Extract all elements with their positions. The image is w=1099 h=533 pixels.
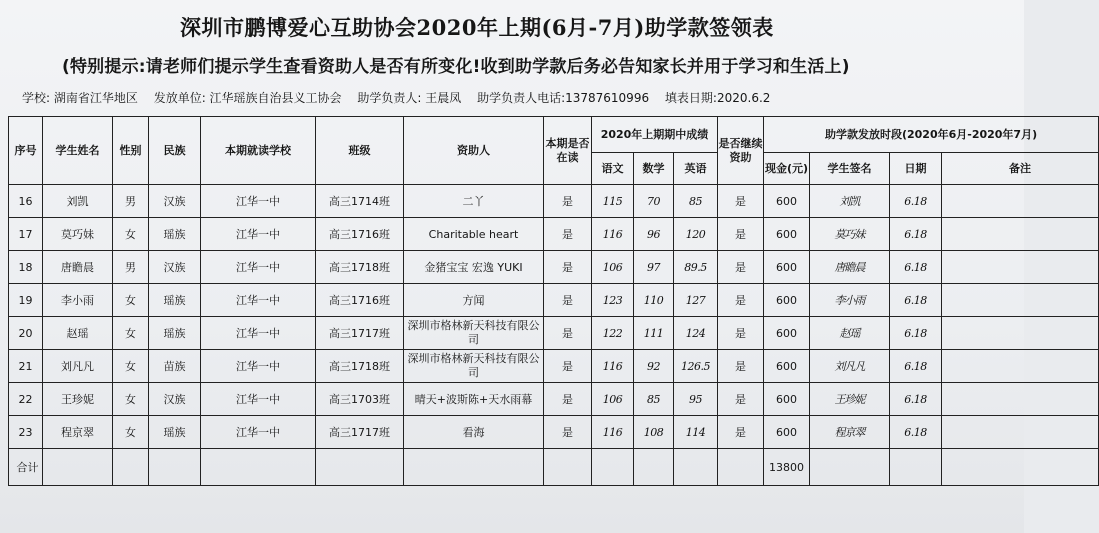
- cell-sponsor: Charitable heart: [404, 218, 544, 251]
- total-empty: [404, 449, 544, 486]
- cell-remarks: [942, 218, 1099, 251]
- cell-signature: 刘凯: [810, 185, 890, 218]
- cell-gender: 男: [113, 251, 149, 284]
- total-empty: [149, 449, 201, 486]
- cell-continue: 是: [718, 185, 764, 218]
- table-row: [9, 416, 1099, 449]
- meta-school: 学校: 湖南省江华地区: [22, 91, 138, 105]
- cell-signature: 莫巧妹: [810, 218, 890, 251]
- cell-remarks: [942, 350, 1099, 383]
- cell-no: 23: [9, 416, 43, 449]
- total-empty: [316, 449, 404, 486]
- table-row: [9, 350, 1099, 383]
- table-row: [9, 218, 1099, 251]
- cell-class: 高三1716班: [316, 284, 404, 317]
- cell-enrolled: 是: [544, 185, 592, 218]
- cell-name: 莫巧妹: [43, 218, 113, 251]
- cell-enrolled: 是: [544, 284, 592, 317]
- document-meta: [22, 89, 1012, 106]
- header-name: 学生姓名: [43, 117, 113, 185]
- cell-amount: 600: [764, 185, 810, 218]
- cell-enrolled: 是: [544, 218, 592, 251]
- meta-phone: 助学负责人电话:13787610996: [477, 91, 650, 105]
- cell-name: 唐瞻晨: [43, 251, 113, 284]
- cell-remarks: [942, 317, 1099, 350]
- cell-math-score: 110: [634, 284, 674, 317]
- cell-class: 高三1718班: [316, 350, 404, 383]
- cell-school: 江华一中: [201, 350, 316, 383]
- cell-school: 江华一中: [201, 383, 316, 416]
- table-row: [9, 383, 1099, 416]
- cell-english-score: 85: [674, 185, 718, 218]
- cell-name: 刘凡凡: [43, 350, 113, 383]
- cell-signature: 程京翠: [810, 416, 890, 449]
- cell-math-score: 97: [634, 251, 674, 284]
- cell-no: 17: [9, 218, 43, 251]
- meta-manager: 助学负责人: 王晨凤: [357, 91, 462, 105]
- cell-math-score: 92: [634, 350, 674, 383]
- cell-gender: 女: [113, 218, 149, 251]
- cell-sponsor: 深圳市格林新天科技有限公司: [404, 350, 544, 383]
- cell-no: 19: [9, 284, 43, 317]
- cell-english-score: 124: [674, 317, 718, 350]
- cell-math-score: 111: [634, 317, 674, 350]
- cell-chinese-score: 115: [592, 185, 634, 218]
- cell-date: 6.18: [890, 284, 942, 317]
- cell-gender: 女: [113, 416, 149, 449]
- cell-ethnicity: 汉族: [149, 383, 201, 416]
- cell-continue: 是: [718, 383, 764, 416]
- header-amount: 现金(元): [764, 153, 810, 185]
- total-empty: [113, 449, 149, 486]
- cell-chinese-score: 123: [592, 284, 634, 317]
- total-row: [9, 449, 1099, 486]
- cell-sponsor: 看海: [404, 416, 544, 449]
- header-date: 日期: [890, 153, 942, 185]
- cell-amount: 600: [764, 317, 810, 350]
- cell-signature: 唐瞻晨: [810, 251, 890, 284]
- cell-ethnicity: 瑶族: [149, 218, 201, 251]
- cell-gender: 女: [113, 350, 149, 383]
- document-notice: (特别提示:请老师们提示学生查看资助人是否有所变化!收到助学款后务必告知家长并用于学习和生活上): [62, 57, 850, 77]
- cell-class: 高三1717班: [316, 416, 404, 449]
- cell-sponsor: 金猪宝宝 宏逸 YUKI: [404, 251, 544, 284]
- cell-enrolled: 是: [544, 350, 592, 383]
- header-school: 本期就读学校: [201, 117, 316, 185]
- cell-english-score: 126.5: [674, 350, 718, 383]
- cell-school: 江华一中: [201, 251, 316, 284]
- cell-school: 江华一中: [201, 218, 316, 251]
- header-enrolled: 本期是否在读: [544, 117, 592, 185]
- cell-school: 江华一中: [201, 284, 316, 317]
- cell-date: 6.18: [890, 218, 942, 251]
- cell-continue: 是: [718, 350, 764, 383]
- cell-no: 20: [9, 317, 43, 350]
- total-empty: [718, 449, 764, 486]
- cell-continue: 是: [718, 251, 764, 284]
- cell-name: 刘凯: [43, 185, 113, 218]
- cell-remarks: [942, 416, 1099, 449]
- total-empty: [592, 449, 634, 486]
- cell-chinese-score: 116: [592, 416, 634, 449]
- cell-enrolled: 是: [544, 317, 592, 350]
- total-empty: [43, 449, 113, 486]
- table-row: [9, 284, 1099, 317]
- total-empty: [810, 449, 890, 486]
- cell-date: 6.18: [890, 317, 942, 350]
- cell-remarks: [942, 251, 1099, 284]
- table-row: [9, 317, 1099, 350]
- cell-name: 程京翠: [43, 416, 113, 449]
- cell-chinese-score: 116: [592, 218, 634, 251]
- cell-amount: 600: [764, 251, 810, 284]
- cell-name: 赵瑶: [43, 317, 113, 350]
- cell-school: 江华一中: [201, 317, 316, 350]
- meta-issuer: 发放单位: 江华瑶族自治县义工协会: [153, 91, 342, 105]
- cell-no: 16: [9, 185, 43, 218]
- total-empty: [634, 449, 674, 486]
- cell-school: 江华一中: [201, 416, 316, 449]
- cell-gender: 女: [113, 383, 149, 416]
- header-sponsor: 资助人: [404, 117, 544, 185]
- table-row: [9, 251, 1099, 284]
- cell-math-score: 85: [634, 383, 674, 416]
- cell-math-score: 108: [634, 416, 674, 449]
- cell-ethnicity: 瑶族: [149, 284, 201, 317]
- cell-ethnicity: 瑶族: [149, 317, 201, 350]
- cell-amount: 600: [764, 218, 810, 251]
- cell-chinese-score: 106: [592, 383, 634, 416]
- cell-gender: 女: [113, 317, 149, 350]
- cell-signature: 刘凡凡: [810, 350, 890, 383]
- cell-sponsor: 方闻: [404, 284, 544, 317]
- cell-english-score: 120: [674, 218, 718, 251]
- total-empty: [544, 449, 592, 486]
- cell-school: 江华一中: [201, 185, 316, 218]
- total-label: 合计: [9, 449, 43, 486]
- table-row: [9, 185, 1099, 218]
- aid-sign-table: [8, 116, 1099, 486]
- header-gender: 性别: [113, 117, 149, 185]
- cell-no: 21: [9, 350, 43, 383]
- header-continue: 是否继续资助: [718, 117, 764, 185]
- cell-sponsor: 晴天+波斯陈+天水雨幕: [404, 383, 544, 416]
- cell-continue: 是: [718, 218, 764, 251]
- cell-continue: 是: [718, 416, 764, 449]
- cell-english-score: 114: [674, 416, 718, 449]
- cell-date: 6.18: [890, 251, 942, 284]
- header-chinese: 语文: [592, 153, 634, 185]
- cell-remarks: [942, 284, 1099, 317]
- cell-signature: 赵瑶: [810, 317, 890, 350]
- total-empty: [201, 449, 316, 486]
- cell-amount: 600: [764, 416, 810, 449]
- cell-amount: 600: [764, 383, 810, 416]
- cell-date: 6.18: [890, 416, 942, 449]
- cell-english-score: 127: [674, 284, 718, 317]
- total-empty: [942, 449, 1099, 486]
- cell-chinese-score: 116: [592, 350, 634, 383]
- meta-date: 填表日期:2020.6.2: [664, 91, 771, 105]
- cell-date: 6.18: [890, 185, 942, 218]
- cell-date: 6.18: [890, 350, 942, 383]
- cell-continue: 是: [718, 284, 764, 317]
- cell-signature: 李小雨: [810, 284, 890, 317]
- cell-class: 高三1714班: [316, 185, 404, 218]
- cell-sponsor: 深圳市格林新天科技有限公司: [404, 317, 544, 350]
- cell-class: 高三1716班: [316, 218, 404, 251]
- cell-ethnicity: 汉族: [149, 185, 201, 218]
- cell-chinese-score: 122: [592, 317, 634, 350]
- cell-enrolled: 是: [544, 383, 592, 416]
- total-empty: [674, 449, 718, 486]
- cell-sponsor: 二丫: [404, 185, 544, 218]
- cell-ethnicity: 瑶族: [149, 416, 201, 449]
- cell-name: 王珍妮: [43, 383, 113, 416]
- cell-class: 高三1717班: [316, 317, 404, 350]
- cell-remarks: [942, 383, 1099, 416]
- cell-remarks: [942, 185, 1099, 218]
- header-payment-group: 助学款发放时段(2020年6月-2020年7月): [764, 117, 1099, 153]
- header-no: 序号: [9, 117, 43, 185]
- cell-continue: 是: [718, 317, 764, 350]
- header-signature: 学生签名: [810, 153, 890, 185]
- cell-math-score: 96: [634, 218, 674, 251]
- cell-english-score: 89.5: [674, 251, 718, 284]
- cell-amount: 600: [764, 350, 810, 383]
- cell-enrolled: 是: [544, 251, 592, 284]
- cell-class: 高三1703班: [316, 383, 404, 416]
- cell-chinese-score: 106: [592, 251, 634, 284]
- total-amount: 13800: [764, 449, 810, 486]
- cell-amount: 600: [764, 284, 810, 317]
- table-header-row-1: [9, 117, 1099, 153]
- cell-no: 18: [9, 251, 43, 284]
- cell-signature: 王珍妮: [810, 383, 890, 416]
- cell-class: 高三1718班: [316, 251, 404, 284]
- cell-name: 李小雨: [43, 284, 113, 317]
- cell-no: 22: [9, 383, 43, 416]
- header-remarks: 备注: [942, 153, 1099, 185]
- header-class: 班级: [316, 117, 404, 185]
- document-title: 深圳市鹏博爱心互助协会2020年上期(6月-7月)助学款签领表: [180, 15, 774, 40]
- total-empty: [890, 449, 942, 486]
- header-math: 数学: [634, 153, 674, 185]
- cell-enrolled: 是: [544, 416, 592, 449]
- cell-date: 6.18: [890, 383, 942, 416]
- cell-gender: 女: [113, 284, 149, 317]
- cell-ethnicity: 汉族: [149, 251, 201, 284]
- cell-english-score: 95: [674, 383, 718, 416]
- cell-math-score: 70: [634, 185, 674, 218]
- header-ethnicity: 民族: [149, 117, 201, 185]
- cell-ethnicity: 苗族: [149, 350, 201, 383]
- header-scores-group: 2020年上期期中成绩: [592, 117, 718, 153]
- cell-gender: 男: [113, 185, 149, 218]
- header-english: 英语: [674, 153, 718, 185]
